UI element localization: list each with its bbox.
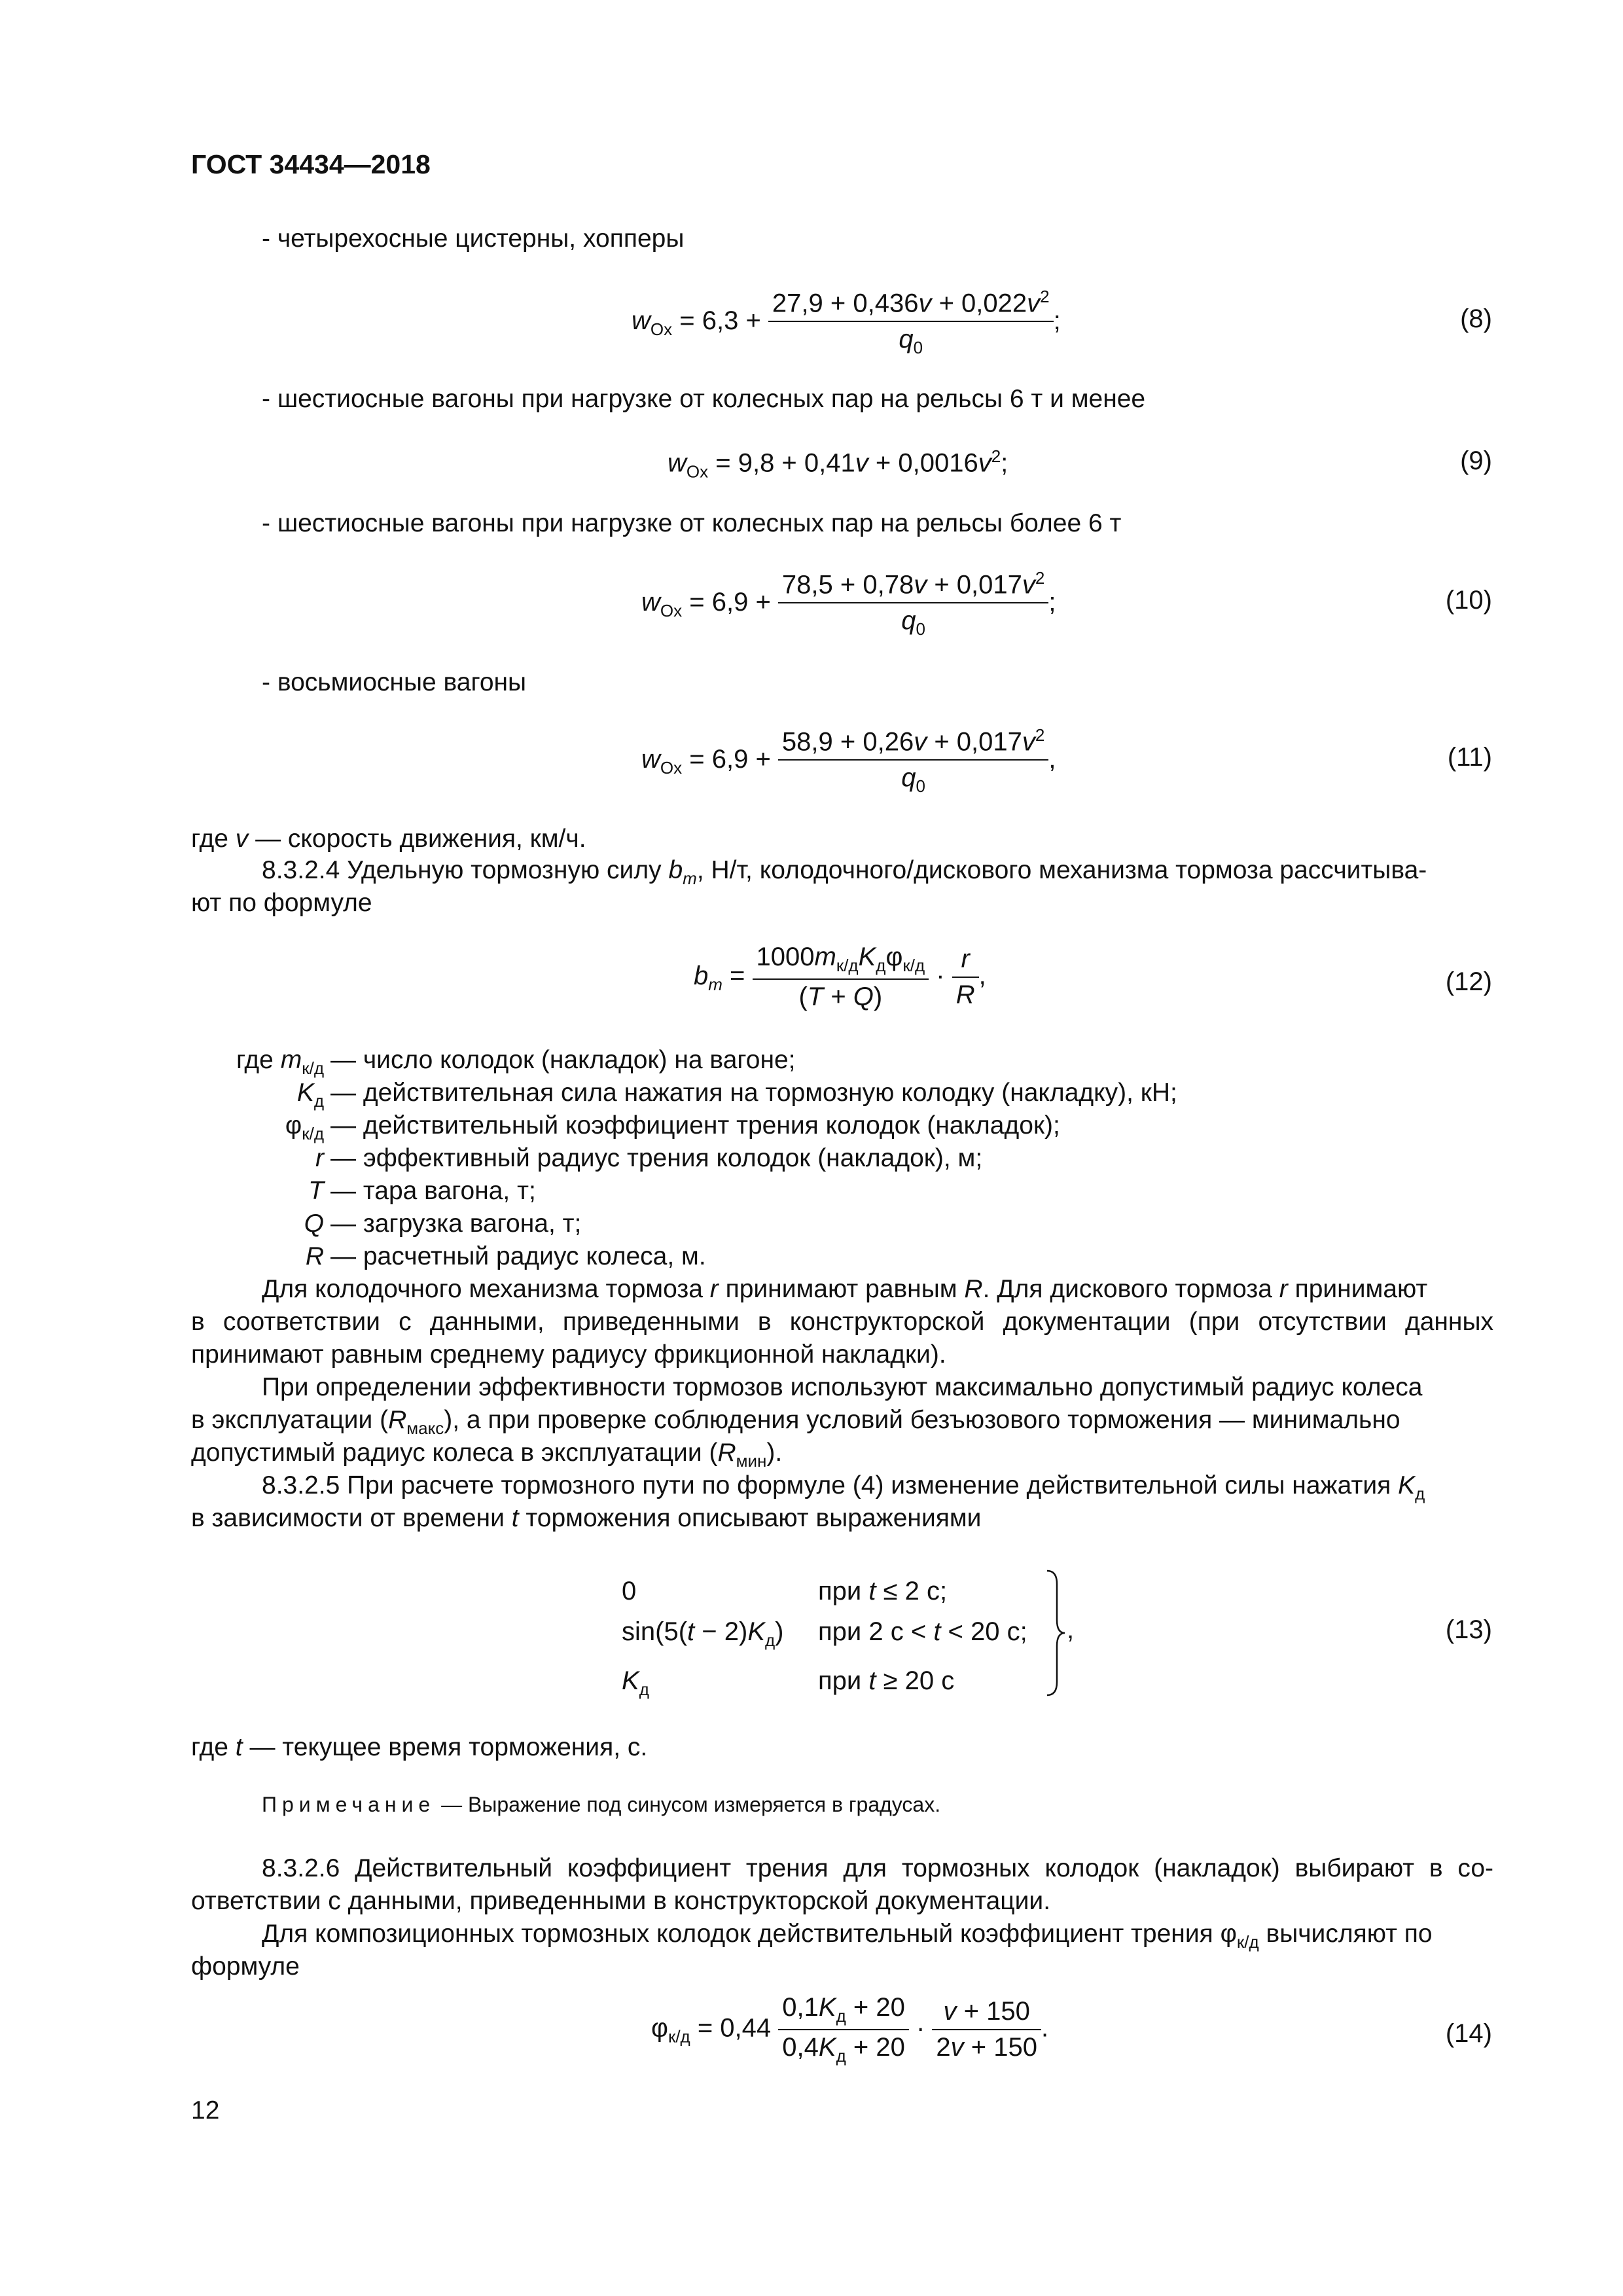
para-8-3-2-6-line1: 8.3.2.6 Действительный коэффициент трения для тормозных колодок (накладок) выбирают в со- bbox=[262, 1854, 1493, 1882]
para-8-3-2-4-line1: 8.3.2.4 Удельную тормозную силу $b_m$, Н/т, колодочного/дискового механизма тормоза рассчитыва- bbox=[262, 856, 1427, 888]
para-8-3-2-5-line2: в зависимости от времени t торможения описывают выражениями bbox=[191, 1504, 982, 1532]
equation-14: $\varphi_{к/д} = 0,44$ $\frac{0,1K_д + 20}{0,4K_д + 20}$ · $\frac{v + 150}{2v + 150}$ . bbox=[651, 1993, 1049, 2066]
glossary-sym-r: r bbox=[315, 1144, 324, 1172]
equation-10: $w_{Ox} = 6,9$ + $\frac{78,5 + 0,78v + 0,017v^2}{q_0}$ ; bbox=[641, 568, 1056, 639]
document-header: ГОСТ 34434—2018 bbox=[191, 149, 431, 179]
para-eff-line2: в эксплуатации $(R_{макс})$, а при проверке соблюдения условий безъюзового торможения — минимально bbox=[191, 1406, 1400, 1438]
para-eff-line1: При определении эффективности тормозов используют максимально допустимый радиус колеса bbox=[262, 1373, 1423, 1401]
glossary-sym-t: T bbox=[308, 1177, 324, 1205]
equation-13-end: , bbox=[1067, 1615, 1075, 1644]
note-label: Примечание bbox=[262, 1793, 436, 1816]
para-8-3-2-6-line2: ответствии с данными, приведенными в конструкторской документации. bbox=[191, 1887, 1051, 1915]
glossary-sym-rr: R bbox=[305, 1242, 324, 1270]
equation-11-fraction: $\frac{58,9 + 0,26v + 0,017v^2}{q_0}$ bbox=[778, 725, 1048, 797]
equation-8: $w_{Ox} = 6,3$ + $\frac{27,9 + 0,436v + 0,022v^2}{q_0}$ ; bbox=[632, 287, 1061, 358]
glossary-sym-q: Q bbox=[304, 1210, 324, 1238]
glossary-text-m: — число колодок (накладок) на вагоне; bbox=[330, 1046, 796, 1074]
equation-13-row-3: $K_д$ при t ≥ 20 с bbox=[622, 1666, 955, 1699]
para-eff-line3: допустимый радиус колеса в эксплуатации $(R_{мин})$. bbox=[191, 1439, 783, 1471]
equation-13 bbox=[622, 1571, 1027, 1710]
para-8-3-2-4-line2: ют по формуле bbox=[191, 889, 372, 917]
glossary-text-r: — эффективный радиус трения колодок (накладок), м; bbox=[330, 1144, 983, 1172]
equation-8-number: (8) bbox=[1460, 304, 1492, 333]
glossary-sym-k: $K_д$ bbox=[296, 1079, 324, 1111]
note-text: — Выражение под синусом измеряется в градусах. bbox=[441, 1793, 941, 1816]
glossary-text-t: — тара вагона, т; bbox=[330, 1177, 536, 1205]
glossary-text-k: — действительная сила нажатия на тормозную колодку (накладку), кН; bbox=[330, 1079, 1177, 1107]
note bbox=[262, 1788, 940, 1821]
glossary-sym-m: где $m_{к/д}$ bbox=[236, 1046, 324, 1078]
equation-12: $b_m$ = $\frac{1000m_{к/д}K_д\varphi_{к/д}}{(T + Q)}$ · $\frac{r}{R}$ , bbox=[694, 942, 986, 1011]
item-six-axle-low: - шестиосные вагоны при нагрузке от колесных пар на рельсы 6 т и менее bbox=[262, 385, 1146, 413]
equation-14-number: (14) bbox=[1445, 2019, 1492, 2048]
equation-11-number: (11) bbox=[1447, 743, 1492, 772]
para-comp-line1: Для композиционных тормозных колодок действительный коэффициент трения $\varphi_{к/д}$ вычисляют по bbox=[262, 1920, 1433, 1952]
equation-13-brace bbox=[1044, 1568, 1070, 1698]
equation-8-fraction: $\frac{27,9 + 0,436v + 0,022v^2}{q_0}$ bbox=[768, 287, 1054, 358]
item-four-axle: - четырехосные цистерны, хопперы bbox=[262, 224, 685, 253]
para-comp-line2: формуле bbox=[191, 1952, 300, 1981]
glossary-text-phi: — действительный коэффициент трения колодок (накладок); bbox=[330, 1111, 1060, 1139]
where-t: где t — текущее время торможения, с. bbox=[191, 1733, 648, 1761]
page-number: 12 bbox=[191, 2096, 220, 2125]
para-kolod-line3: принимают равным среднему радиусу фрикционной накладки). bbox=[191, 1340, 946, 1369]
equation-9-number: (9) bbox=[1460, 446, 1492, 475]
equation-10-fraction: $\frac{78,5 + 0,78v + 0,017v^2}{q_0}$ bbox=[778, 568, 1048, 639]
equation-13-number: (13) bbox=[1445, 1615, 1492, 1644]
equation-14-fraction-2: $\frac{v + 150}{2v + 150}$ bbox=[932, 1997, 1041, 2062]
where-v: где v — скорость движения, км/ч. bbox=[191, 825, 586, 853]
equation-12-fraction-r: $\frac{r}{R}$ bbox=[952, 944, 979, 1010]
equation-12-number: (12) bbox=[1445, 967, 1492, 996]
equation-10-number: (10) bbox=[1445, 586, 1492, 615]
equation-14-fraction-1: $\frac{0,1K_д + 20}{0,4K_д + 20}$ bbox=[778, 1993, 909, 2066]
para-kolod-line2: в соответствии с данными, приведенными в конструкторской документации (при отсутствии данных bbox=[191, 1308, 1493, 1336]
equation-12-fraction-main: $\frac{1000m_{к/д}K_д\varphi_{к/д}}{(T + Q)}$ bbox=[753, 942, 929, 1012]
glossary-text-rr: — расчетный радиус колеса, м. bbox=[330, 1242, 706, 1270]
equation-9: $w_{Ox} = 9,8 + 0,41v + 0,0016v^2$; bbox=[668, 446, 1008, 482]
glossary-text-q: — загрузка вагона, т; bbox=[330, 1210, 582, 1238]
item-six-axle-high: - шестиосные вагоны при нагрузке от колесных пар на рельсы более 6 т bbox=[262, 509, 1122, 537]
equation-11: $w_{Ox} = 6,9$ + $\frac{58,9 + 0,26v + 0,017v^2}{q_0}$ , bbox=[641, 725, 1056, 797]
para-kolod-line1: Для колодочного механизма тормоза r принимают равным R. Для дискового тормоза r принимают bbox=[262, 1275, 1428, 1303]
glossary-sym-phi: $\varphi_{к/д}$ bbox=[285, 1111, 324, 1143]
item-eight-axle: - восьмиосные вагоны bbox=[262, 668, 527, 696]
para-8-3-2-5-line1: 8.3.2.5 При расчете тормозного пути по формуле (4) изменение действительной силы нажатия $K_д$ bbox=[262, 1471, 1425, 1503]
equation-13-row-2: $\sin(5(t - 2)K_д)$ при 2 с < t < 20 с; bbox=[622, 1617, 1027, 1650]
equation-13-row-1: 0 при t ≤ 2 с; bbox=[622, 1577, 948, 1605]
